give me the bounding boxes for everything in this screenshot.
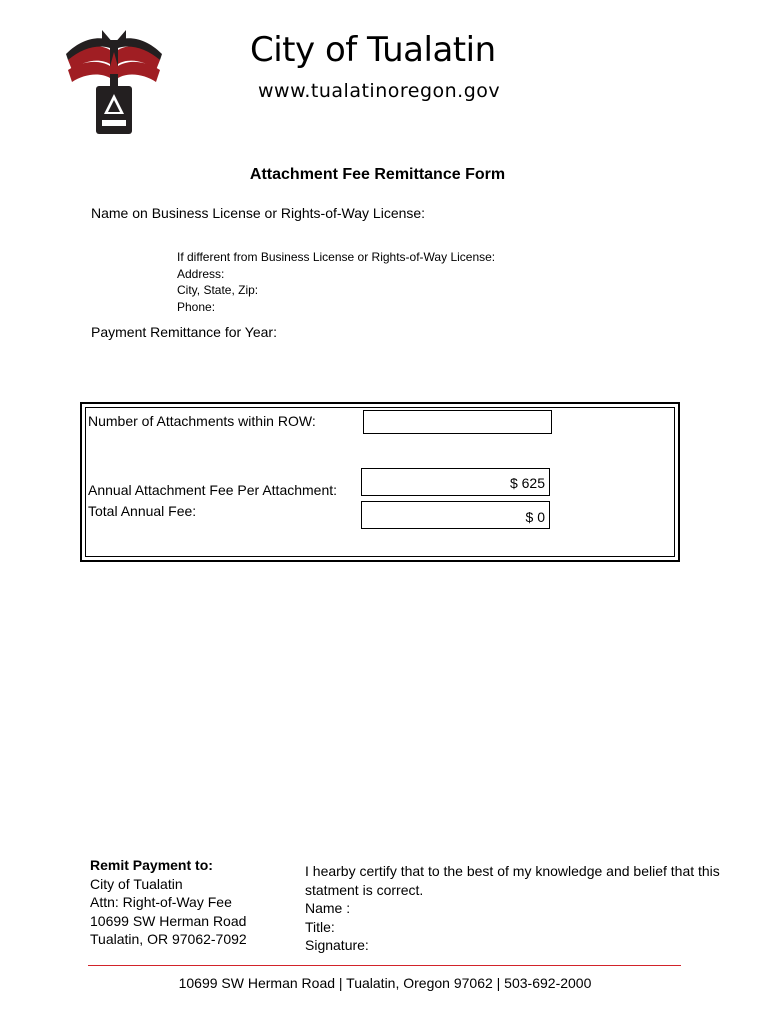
signer-title-label: Title: [305, 918, 335, 935]
city-logo [66, 30, 162, 134]
signature-label: Signature: [305, 937, 369, 953]
payment-year-label: Payment Remittance for Year: [91, 324, 277, 340]
remit-heading: Remit Payment to: [90, 857, 213, 873]
footer-divider [88, 965, 681, 966]
total-fee-label: Total Annual Fee: [88, 503, 197, 519]
attachments-count-input[interactable] [363, 410, 552, 434]
remit-address-block [90, 856, 247, 949]
attachments-count-label: Number of Attachments within ROW: [88, 413, 316, 429]
alternate-contact-block [177, 249, 495, 315]
address-label: Address: [177, 266, 225, 281]
fee-per-attachment-field[interactable]: $ 625 [361, 468, 550, 496]
remit-line: City of Tualatin [90, 875, 183, 892]
remit-line: Attn: Right-of-Way Fee [90, 894, 232, 910]
certification-block [305, 862, 735, 955]
fee-per-attachment-label: Annual Attachment Fee Per Attachment: [88, 482, 338, 498]
org-name: City of Tualatin [250, 30, 496, 70]
remit-line: Tualatin, OR 97062-7092 [90, 931, 247, 947]
license-name-label: Name on Business License or Rights-of-Way License: [91, 205, 426, 221]
form-title: Attachment Fee Remittance Form [249, 166, 506, 183]
city-state-zip-label: City, State, Zip: [177, 283, 259, 297]
total-fee-field[interactable]: $ 0 [361, 501, 550, 529]
remit-line: 10699 SW Herman Road [90, 912, 247, 929]
phone-label: Phone: [177, 299, 216, 314]
footer-contact: 10699 SW Herman Road | Tualatin, Oregon 97062 | 503-692-2000 [178, 975, 592, 991]
website-url[interactable]: www.tualatinoregon.gov [258, 80, 501, 102]
signer-name-label: Name : [305, 900, 351, 916]
certification-statement: I hearby certify that to the best of my knowledge and belief that this statment is correct. [305, 863, 720, 898]
alternate-contact-heading: If different from Business License or Rights-of-Way License: [177, 250, 496, 264]
